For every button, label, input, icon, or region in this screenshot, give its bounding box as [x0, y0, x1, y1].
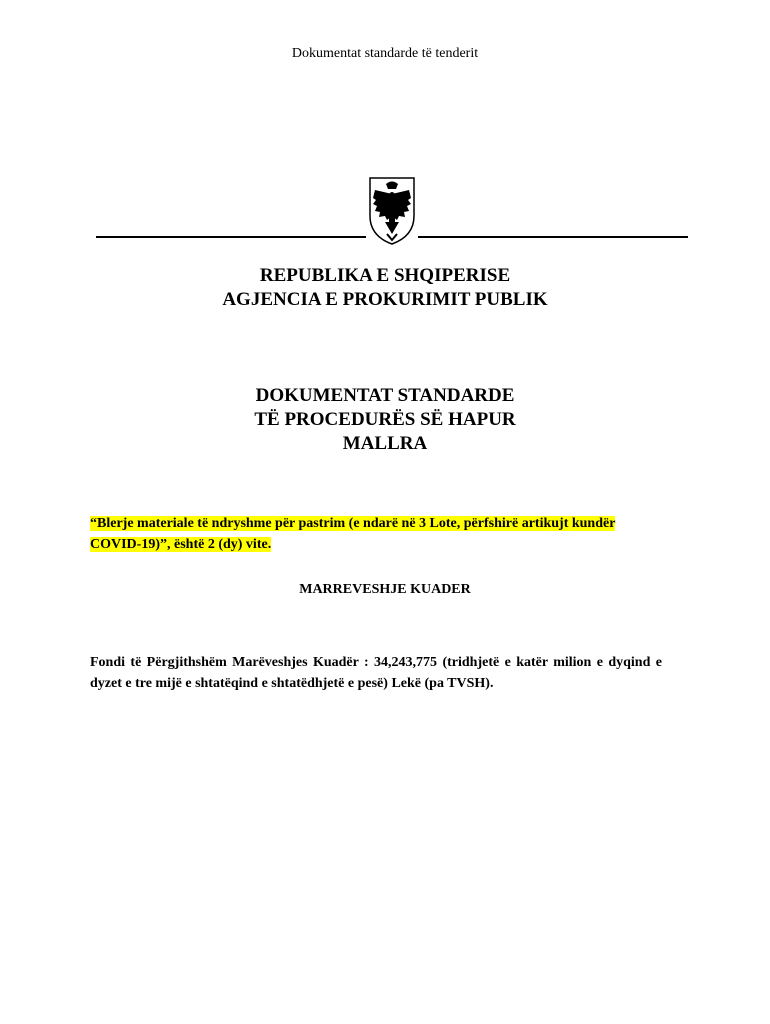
procurement-text-line2: COVID-19)”, është 2 (dy) vite. — [90, 537, 272, 552]
divider-left — [96, 236, 366, 238]
albanian-eagle-icon — [367, 176, 417, 246]
procurement-object — [90, 513, 670, 555]
procurement-text-line1: “Blerje materiale të ndryshme për pastrim (e ndarë në 3 Lote, përfshirë artikujt kundër — [90, 516, 616, 531]
document-title — [0, 384, 770, 456]
document-title-line3: MALLRA — [342, 433, 428, 454]
country-name: REPUBLIKA E SHQIPERISE — [259, 265, 511, 286]
divider-right — [418, 236, 688, 238]
agency-heading — [0, 264, 770, 312]
agency-name: AGJENCIA E PROKURIMIT PUBLIK — [222, 289, 548, 310]
page-header: Dokumentat standarde të tenderit — [291, 46, 479, 61]
fund-statement: Fondi të Përgjithshëm Marëveshjes Kuadër : 34,243,775 (tridhjetë e katër milion e dyqind e dyzet e tre mijë e shtatëqind e shtatëdhjetë e pesë) Lekë (pa TVSH). — [90, 655, 662, 691]
agreement-type: MARREVESHJE KUADER — [299, 582, 471, 597]
document-title-line2: TË PROCEDURËS SË HAPUR — [254, 409, 516, 430]
document-title-line1: DOKUMENTAT STANDARDE — [255, 385, 515, 406]
